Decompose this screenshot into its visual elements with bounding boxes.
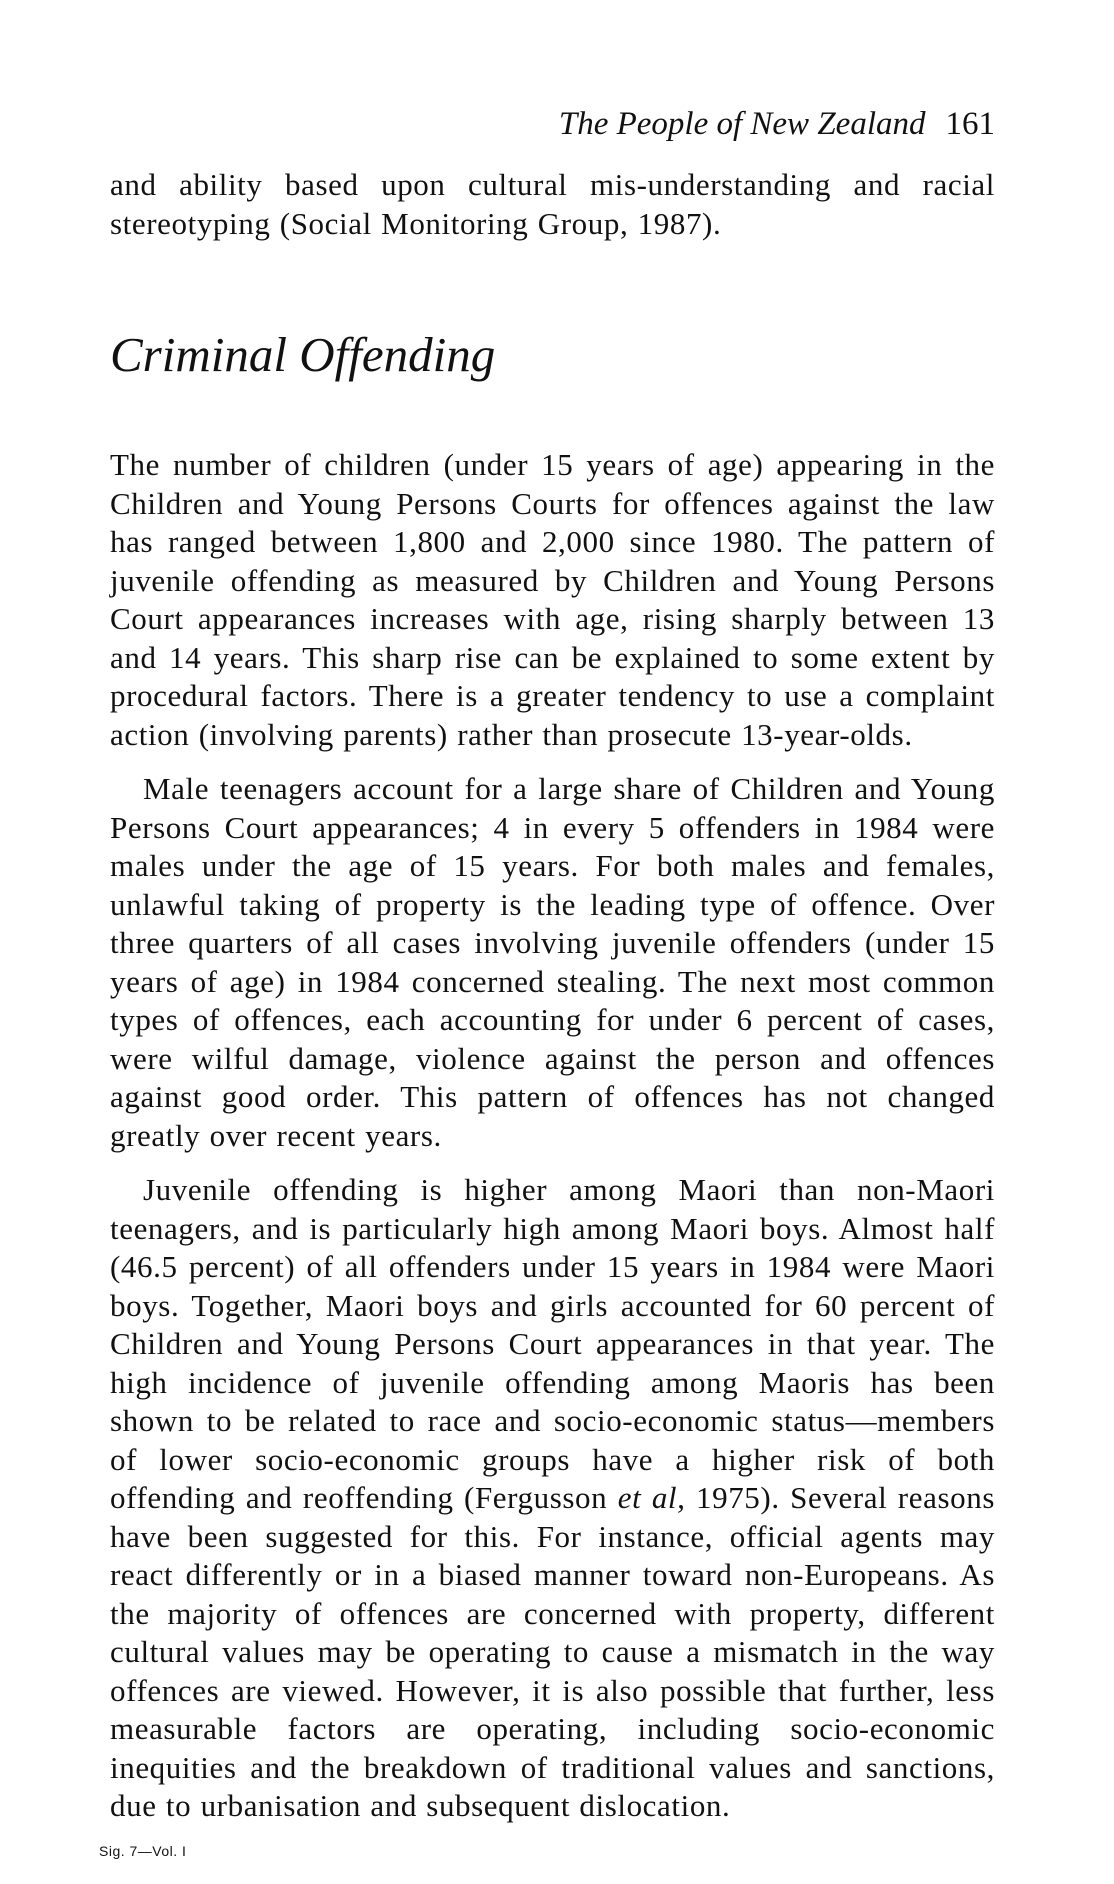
body-text: [110, 166, 995, 1826]
running-title: The People of New Zealand: [558, 106, 926, 142]
paragraph-male-teenagers: Male teenagers account for a large share of Children and Young Persons Court appearances; 4 in every 5 offenders in 1984 were males under the age of 15 years. For both males and females, unlawful taking of property is the leading type of offence. Over three quarters of all cases involving juvenile offenders (under 15 years of age) in 1984 concerned stealing. The next most common types of offences, each accounting for under 6 percent of cases, were wilful damage, violence against the person and offences against good order. This pattern of offences has not changed greatly over recent years.: [110, 771, 995, 1153]
continued-paragraph: and ability based upon cultural mis-understanding and racial stereotyping (Social Monitoring Group, 1987).: [110, 167, 995, 241]
paragraph-maori-offending: [110, 1171, 995, 1826]
paragraph-text-part: Juvenile offending is higher among Maori than non-Maori teenagers, and is particularly high among Maori boys. Almost half (46.5 percent) of all offenders under 15 years in 1984 were Maori boys. Together, Maori boys and girls accounted for 60 percent of Children and Young Persons Court appearances in that year. The high incidence of juvenile offending among Maoris has been shown to be related to race and socio-economic status—members of lower socio-economic groups have a higher risk of both offending and reoffending (Fergusson: [110, 1172, 995, 1515]
signature-mark: Sig. 7—Vol. I: [99, 1843, 187, 1859]
paragraph-court-appearances: The number of children (under 15 years of age) appearing in the Children and Young Persons Courts for offences against the law has ranged between 1,800 and 2,000 since 1980. The pattern of juvenile offending as measured by Children and Young Persons Court appearances increases with age, rising sharply between 13 and 14 years. This sharp rise can be explained to some extent by procedural factors. There is a greater tendency to use a complaint action (involving parents) rather than prosecute 13-year-olds.: [110, 447, 995, 752]
page-number: 161: [945, 106, 995, 142]
running-header: [110, 104, 995, 144]
citation-et-al: et al,: [617, 1480, 686, 1515]
paragraph-text-part: 1975). Several reasons have been suggested for this. For instance, official agents may react differently or in a biased manner toward non-Europeans. As the majority of offences are concerned with property, different cultural values may be operating to cause a mismatch in the way offences are viewed. However, it is also possible that further, less measurable factors are operating, including socio-economic inequities and the breakdown of traditional values and sanctions, due to urbanisation and subsequent dislocation.: [110, 1480, 995, 1823]
section-heading: Criminal Offending: [110, 327, 496, 382]
